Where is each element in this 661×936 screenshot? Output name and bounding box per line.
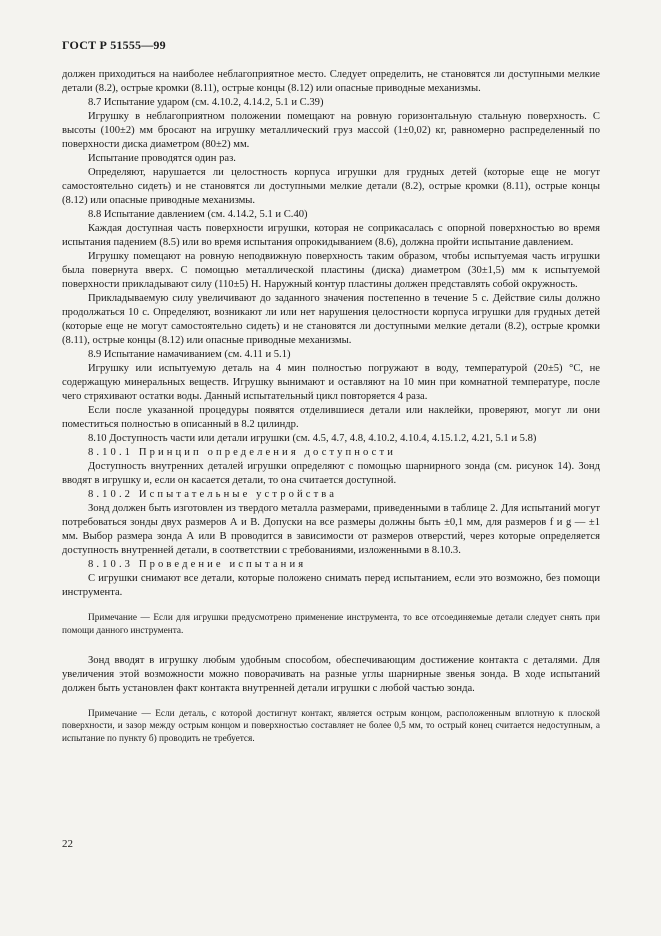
note: Примечание — Если деталь, с которой достигнут контакт, является острым концом, расположенным вплотную к плоской поверхности, и зазор между острым концом и поверхностью составляет не более 0,5 мм, то острый конец считается недоступным, а испытание по пункту б) проводить не требуется. [62, 708, 600, 745]
paragraph: Зонд вводят в игрушку любым удобным способом, обеспечивающим достижение контакта с деталями. Для увеличения этой возможности можно поворачивать на разные углы шарнирные звенья зонда. В ходе испытаний должен быть установлен факт контакта внутренней детали игрушки с любой частью зонда. [62, 654, 600, 694]
paragraph: Определяют, нарушается ли целостность корпуса игрушки для грудных детей (которые еще не могут самостоятельно сидеть) и не становятся ли доступными мелкие детали (8.2), острые кромки (8.11), острые концы (8.12) или опасные приводные механизмы. [62, 167, 600, 206]
subsection-heading-8-10-2: 8.10.2 Испытательные устройства [88, 489, 338, 500]
section-heading-8-9: 8.9 Испытание намачиванием (см. 4.11 и 5.1) [88, 349, 291, 360]
document-page [62, 38, 600, 746]
paragraph: Каждая доступная часть поверхности игрушки, которая не соприкасалась с опорной поверхностью во время испытания падением (8.5) или во время испытания опрокидыванием (8.6), должна пройти испытание давлением. [62, 223, 600, 248]
section-heading-8-7: 8.7 Испытание ударом (см. 4.10.2, 4.14.2, 5.1 и С.39) [88, 97, 324, 108]
paragraph: Испытание проводятся один раз. [88, 153, 236, 164]
paragraph: Зонд должен быть изготовлен из твердого металла размерами, приведенными в таблице 2. Для испытаний могут потребоваться зонды двух размеров А и В. Допуски на все размеры должны быть ±0,1 мм, для размеров f и g — ±1 мм. Выбор размера зонда А или В проводится в зависимости от размеров отверстий, через которые определяется доступность внутренней детали, в соответствии с требованиями, изложенными в 8.10.3. [62, 503, 600, 556]
paragraph: должен приходиться на наиболее неблагоприятное место. Следует определить, не становятся ли доступными мелкие детали (8.2), острые кромки (8.11), острые концы (8.12) или опасные приводные механизмы. [62, 69, 600, 94]
note: Примечание — Если для игрушки предусмотрено применение инструмента, то все отсоединяемые детали следует снять при помощи данного инструмента. [62, 613, 600, 636]
page-number: 22 [62, 838, 73, 850]
subsection-heading-8-10-3: 8.10.3 Проведение испытания [88, 559, 307, 570]
paragraph: Прикладываемую силу увеличивают до заданного значения постепенно в течение 5 с. Действие силы должно продолжаться 10 с. Определяют, возникают ли или нет нарушения целостности корпуса игрушки для грудных детей (которые еще не могут самостоятельно сидеть) и не становятся ли доступными мелкие детали (8.2), острые кромки (8.11), острые концы (8.12) или опасные приводные механизмы. [62, 293, 600, 346]
paragraph: Если после указанной процедуры появятся отделившиеся детали или наклейки, проверяют, могут ли они поместиться полностью в описанный в 8.2 цилиндр. [62, 405, 600, 430]
paragraph: Доступность внутренних деталей игрушки определяют с помощью шарнирного зонда (см. рисунок 14). Зонд вводят в игрушку и, если он касается детали, то она считается доступной. [62, 461, 600, 486]
section-heading-8-8: 8.8 Испытание давлением (см. 4.14.2, 5.1 и С.40) [88, 209, 308, 220]
subsection-heading-8-10-1: 8.10.1 Принцип определения доступности [88, 447, 396, 458]
standard-header: ГОСТ Р 51555—99 [62, 38, 166, 52]
paragraph: Игрушку помещают на ровную неподвижную поверхность таким образом, чтобы испытуемая часть игрушки была повернута вверх. С помощью металлической пластины (диска) диаметром (30±1,5) мм к испытуемой поверхности прикладывают силу (110±5) Н. Наружный контур пластины должен представлять собой окружность. [62, 251, 600, 290]
paragraph: С игрушки снимают все детали, которые положено снимать перед испытанием, если это возможно, без помощи инструмента. [62, 573, 600, 598]
paragraph: Игрушку или испытуемую деталь на 4 мин полностью погружают в воду, температурой (20±5) °С, не содержащую минеральных веществ. Игрушку вынимают и оставляют на 10 мин при комнатной температуре, после чего стряхивают остатки воды. Данный испытательный цикл повторяется 4 раза. [62, 363, 600, 402]
paragraph: Игрушку в неблагоприятном положении помещают на ровную горизонтальную стальную поверхность. С высоты (100±2) мм бросают на игрушку металлический груз массой (1±0,02) кг, равномерно распределенный по поверхности диска диаметром (80±2) мм. [62, 111, 600, 150]
section-heading-8-10: 8.10 Доступность части или детали игрушки (см. 4.5, 4.7, 4.8, 4.10.2, 4.10.4, 4.15.1.2, 4.21, 5.1 и 5.8) [88, 433, 537, 444]
